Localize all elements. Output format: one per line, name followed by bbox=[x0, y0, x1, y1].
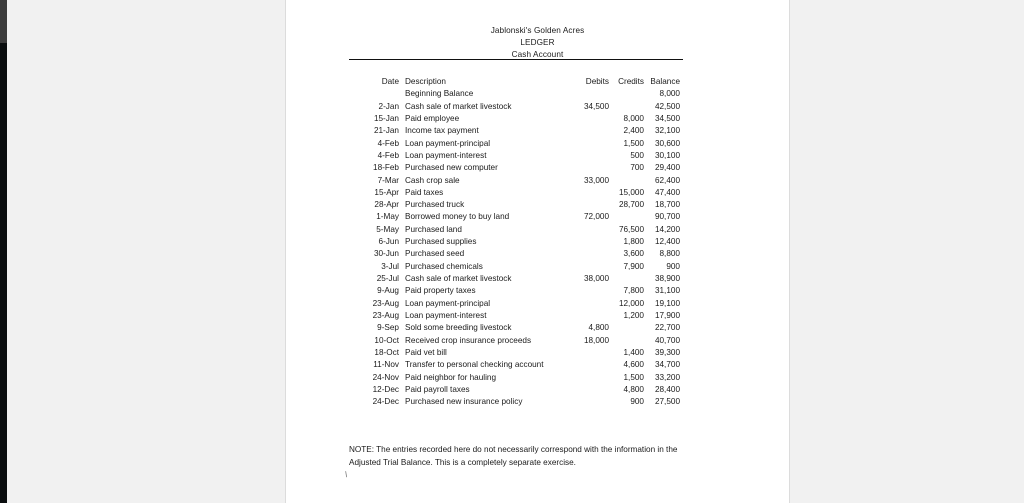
cell-credits: 4,800 bbox=[623, 384, 644, 394]
cell-date: 10-Oct bbox=[374, 335, 399, 345]
table-row bbox=[286, 396, 789, 408]
cell-description: Borrowed money to buy land bbox=[405, 212, 510, 222]
cell-date: 18-Feb bbox=[373, 163, 399, 173]
table-row bbox=[286, 150, 789, 162]
document-page bbox=[285, 0, 790, 503]
cell-credits: 900 bbox=[630, 397, 644, 407]
cell-debits: 18,000 bbox=[583, 335, 609, 345]
cell-balance: 900 bbox=[666, 261, 680, 271]
cell-balance: 12,400 bbox=[654, 237, 680, 247]
cell-date: 2-Jan bbox=[378, 101, 399, 111]
cell-description: Purchased new insurance policy bbox=[405, 397, 523, 407]
cell-description: Purchased new computer bbox=[405, 163, 498, 173]
cell-balance: 30,100 bbox=[654, 150, 680, 160]
table-row bbox=[286, 224, 789, 236]
table-header-row bbox=[286, 76, 789, 88]
cell-credits: 1,500 bbox=[623, 372, 644, 382]
column-header-description: Description bbox=[405, 77, 446, 86]
cell-balance: 47,400 bbox=[654, 187, 680, 197]
cell-description: Transfer to personal checking account bbox=[405, 360, 544, 370]
cell-description: Purchased truck bbox=[405, 200, 465, 210]
table-row bbox=[286, 88, 789, 100]
cell-debits: 4,800 bbox=[588, 323, 609, 333]
table-row bbox=[286, 175, 789, 187]
table-row bbox=[286, 347, 789, 359]
cell-date: 4-Feb bbox=[377, 150, 399, 160]
cell-debits: 34,500 bbox=[583, 101, 609, 111]
cell-credits: 1,500 bbox=[623, 138, 644, 148]
cell-description: Purchased seed bbox=[405, 249, 465, 259]
cell-balance: 27,500 bbox=[654, 397, 680, 407]
ledger-table bbox=[286, 76, 789, 408]
table-row bbox=[286, 285, 789, 297]
cell-date: 4-Feb bbox=[377, 138, 399, 148]
cell-balance: 29,400 bbox=[654, 163, 680, 173]
table-row bbox=[286, 138, 789, 150]
cell-date: 1-May bbox=[376, 212, 399, 222]
table-row bbox=[286, 273, 789, 285]
cell-balance: 34,700 bbox=[654, 360, 680, 370]
cell-debits: 33,000 bbox=[583, 175, 609, 185]
cell-credits: 15,000 bbox=[618, 187, 644, 197]
cell-date: 23-Aug bbox=[372, 298, 399, 308]
app-rail bbox=[0, 0, 7, 503]
cell-date: 24-Nov bbox=[372, 372, 399, 382]
cell-description: Purchased chemicals bbox=[405, 261, 483, 271]
cell-date: 25-Jul bbox=[376, 274, 399, 283]
cell-description: Purchased land bbox=[405, 224, 462, 234]
cell-balance: 31,100 bbox=[654, 286, 680, 296]
cell-date: 9-Sep bbox=[377, 323, 399, 333]
table-row bbox=[286, 236, 789, 248]
table-row bbox=[286, 335, 789, 347]
cell-balance: 90,700 bbox=[654, 212, 680, 222]
cell-date: 6-Jun bbox=[378, 237, 399, 247]
document-header bbox=[286, 25, 789, 62]
column-header-credits: Credits bbox=[618, 77, 644, 86]
app-rail-top-segment bbox=[0, 0, 7, 43]
cell-credits: 1,800 bbox=[623, 237, 644, 247]
table-row bbox=[286, 113, 789, 125]
cell-credits: 1,200 bbox=[623, 310, 644, 320]
table-row bbox=[286, 359, 789, 371]
cell-description: Paid taxes bbox=[405, 187, 444, 197]
cell-description: Paid employee bbox=[405, 113, 460, 123]
cell-credits: 8,000 bbox=[623, 113, 644, 123]
cell-balance: 30,600 bbox=[654, 138, 680, 148]
column-header-debits: Debits bbox=[585, 77, 609, 86]
cell-credits: 76,500 bbox=[618, 224, 644, 234]
cell-description: Paid neighbor for hauling bbox=[405, 372, 497, 382]
cell-description: Cash sale of market livestock bbox=[405, 274, 512, 283]
cell-date: 3-Jul bbox=[381, 261, 399, 271]
cell-date: 28-Apr bbox=[374, 200, 399, 210]
cell-date: 9-Aug bbox=[377, 286, 399, 296]
cell-credits: 500 bbox=[630, 150, 644, 160]
footer-note: NOTE: The entries recorded here do not necessarily correspond with the information in the Adjusted Trial Balance. This is a completely separate exercise. bbox=[349, 445, 678, 467]
cell-credits: 28,700 bbox=[618, 200, 644, 210]
cell-description: Loan payment-interest bbox=[405, 310, 487, 320]
table-row bbox=[286, 310, 789, 322]
cell-balance: 34,500 bbox=[654, 113, 680, 123]
cell-credits: 3,600 bbox=[623, 249, 644, 259]
table-row bbox=[286, 248, 789, 260]
cell-balance: 14,200 bbox=[654, 224, 680, 234]
cell-balance: 18,700 bbox=[654, 200, 680, 210]
table-row bbox=[286, 211, 789, 223]
column-header-date: Date bbox=[381, 77, 399, 86]
cell-balance: 32,100 bbox=[654, 126, 680, 136]
cell-date: 30-Jun bbox=[373, 249, 399, 259]
cell-credits: 7,800 bbox=[623, 286, 644, 296]
cell-credits: 2,400 bbox=[623, 126, 644, 136]
cell-balance: 28,400 bbox=[654, 384, 680, 394]
table-row bbox=[286, 162, 789, 174]
text-cursor-artifact: \ bbox=[344, 469, 348, 480]
cell-description: Loan payment-interest bbox=[405, 150, 487, 160]
cell-credits: 12,000 bbox=[618, 298, 644, 308]
cell-credits: 1,400 bbox=[623, 347, 644, 357]
cell-balance: 17,900 bbox=[654, 310, 680, 320]
table-row bbox=[286, 199, 789, 211]
cell-balance: 19,100 bbox=[654, 298, 680, 308]
cell-credits: 700 bbox=[630, 163, 644, 173]
cell-credits: 4,600 bbox=[623, 360, 644, 370]
cell-description: Paid payroll taxes bbox=[405, 384, 470, 394]
column-header-balance: Balance bbox=[650, 77, 680, 86]
cell-date: 7-Mar bbox=[377, 175, 399, 185]
cell-description: Cash sale of market livestock bbox=[405, 101, 512, 111]
cell-balance: 38,900 bbox=[654, 274, 680, 283]
cell-balance: 8,000 bbox=[659, 89, 680, 99]
cell-description: Purchased supplies bbox=[405, 237, 477, 247]
cell-date: 12-Dec bbox=[372, 384, 399, 394]
cell-date: 18-Oct bbox=[374, 347, 399, 357]
cell-description: Received crop insurance proceeds bbox=[405, 335, 532, 345]
cell-description: Sold some breeding livestock bbox=[405, 323, 512, 333]
table-row bbox=[286, 101, 789, 113]
cell-description: Loan payment-principal bbox=[405, 138, 491, 148]
cell-description: Beginning Balance bbox=[405, 89, 474, 99]
cell-balance: 8,800 bbox=[659, 249, 680, 259]
cell-balance: 33,200 bbox=[654, 372, 680, 382]
cell-description: Income tax payment bbox=[405, 126, 479, 136]
cell-date: 21-Jan bbox=[373, 126, 399, 136]
statement-title: LEDGER bbox=[520, 38, 555, 48]
cell-description: Loan payment-principal bbox=[405, 298, 491, 308]
table-row bbox=[286, 384, 789, 396]
table-row bbox=[286, 261, 789, 273]
cell-debits: 72,000 bbox=[583, 212, 609, 222]
table-row bbox=[286, 125, 789, 137]
cell-date: 15-Jan bbox=[373, 113, 399, 123]
cell-date: 23-Aug bbox=[372, 310, 399, 320]
cell-credits: 7,900 bbox=[623, 261, 644, 271]
account-title: Cash Account bbox=[511, 50, 564, 60]
cell-date: 5-May bbox=[376, 224, 399, 234]
cell-description: Paid vet bill bbox=[405, 347, 447, 357]
cell-balance: 62,400 bbox=[654, 175, 680, 185]
header-divider bbox=[349, 59, 683, 60]
cell-balance: 40,700 bbox=[654, 335, 680, 345]
cell-description: Paid property taxes bbox=[405, 286, 476, 296]
cell-balance: 39,300 bbox=[654, 347, 680, 357]
company-title: Jablonski's Golden Acres bbox=[490, 26, 585, 35]
cell-balance: 22,700 bbox=[654, 323, 680, 333]
table-row bbox=[286, 298, 789, 310]
table-row bbox=[286, 322, 789, 334]
table-row bbox=[286, 372, 789, 384]
cell-balance: 42,500 bbox=[654, 101, 680, 111]
cell-date: 24-Dec bbox=[372, 397, 399, 407]
cell-date: 15-Apr bbox=[374, 187, 399, 197]
table-row bbox=[286, 187, 789, 199]
cell-description: Cash crop sale bbox=[405, 175, 460, 185]
cell-debits: 38,000 bbox=[583, 274, 609, 283]
cell-date: 11-Nov bbox=[373, 360, 399, 370]
